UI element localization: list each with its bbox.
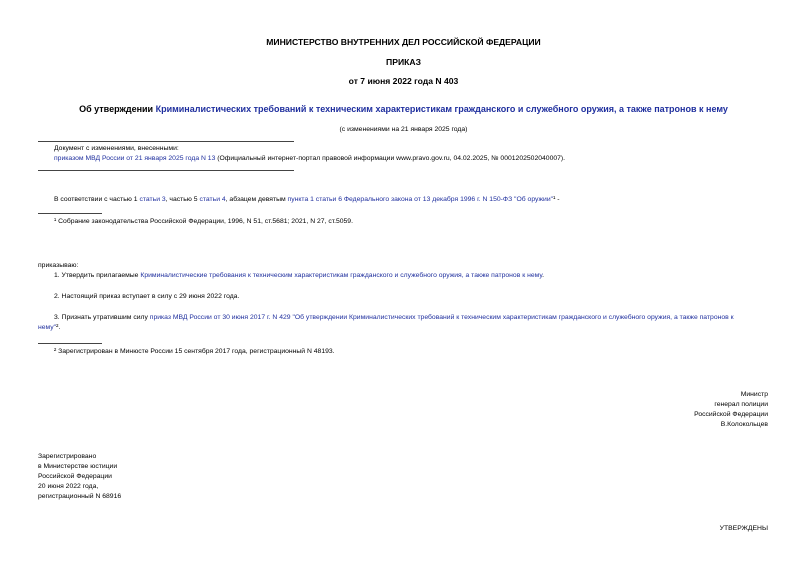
changes-top-rule <box>38 141 294 142</box>
preamble: В соответствии с частью 1 статьи 3, частью 5 статьи 4, абзацем девятым пункта 1 статьи 6 Федерального закона от 13 декабря 1996 г. N 150-ФЗ "Об оружии"¹ - <box>54 196 560 203</box>
signature-line-4: В.Колокольцев <box>720 421 768 428</box>
changes-bottom-rule <box>38 170 294 171</box>
item-3-line1: 3. Признать утратившим силу приказ МВД России от 30 июня 2017 г. N 429 "Об утверждении Криминалистических требований к техническим характеристикам гражданского и служебного оружия, а также патронов к <box>54 314 734 321</box>
item-2: 2. Настоящий приказ вступает в силу с 29 июня 2022 года. <box>54 293 240 300</box>
registration-line-3: Российской Федерации <box>38 473 112 480</box>
changes-line2 <box>54 155 565 163</box>
revision-note: (с изменениями на 21 января 2025 года) <box>339 126 468 133</box>
title-prefix: Об утверждении <box>79 104 156 114</box>
link-article-3[interactable]: статьи 3 <box>139 196 166 203</box>
registration-line-2: в Министерстве юстиции <box>38 463 118 470</box>
signature-line-1: Министр <box>740 391 768 398</box>
doc-type-heading: ПРИКАЗ <box>386 57 421 67</box>
item3-order-link[interactable]: приказ МВД России от 30 июня 2017 г. N 429 "Об утверждении Криминалистических требований к техническим характеристикам гражданского и служебного оружия, а также патронов к <box>149 314 734 321</box>
order-word: приказываю: <box>38 262 79 269</box>
footnote-ref-2: ² <box>56 324 59 331</box>
footnote1-rule <box>38 213 102 214</box>
changes-line1: Документ с изменениями, внесенными: <box>54 145 179 152</box>
link-article-4[interactable]: статьи 4 <box>199 196 226 203</box>
registration-line-4: 20 июня 2022 года, <box>38 483 99 490</box>
item-3-line2: нему"². <box>38 324 61 331</box>
document-title <box>0 104 807 115</box>
footnote2-rule <box>38 343 102 344</box>
item-1: 1. Утвердить прилагаемые Криминалистические требования к техническим характеристикам гражданского и служебного оружия, а также патронов к нему. <box>54 272 544 279</box>
approved-label: УТВЕРЖДЕНЫ <box>719 525 768 532</box>
footnote-1: ¹ Собрание законодательства Российской Федерации, 1996, N 51, ст.5681; 2021, N 27, ст.5059. <box>54 218 353 225</box>
item3-order-link-cont[interactable]: нему" <box>38 324 57 331</box>
ministry-heading: МИНИСТЕРСТВО ВНУТРЕННИХ ДЕЛ РОССИЙСКОЙ ФЕДЕРАЦИИ <box>266 37 541 47</box>
title-link[interactable]: Криминалистических требований к техническим характеристикам гражданского и служебного оружия, а также патронов к нему <box>155 104 728 114</box>
registration-line-5: регистрационный N 68916 <box>38 493 122 500</box>
footnote-2: ² Зарегистрирован в Минюсте России 15 сентября 2017 года, регистрационный N 48193. <box>54 348 335 355</box>
registration-line-1: Зарегистрировано <box>38 453 97 460</box>
signature-line-3: Российской Федерации <box>694 411 768 418</box>
changes-order-link[interactable]: приказом МВД России от 21 января 2025 года N 13 <box>54 155 216 162</box>
signature-line-2: генерал полиции <box>714 401 768 408</box>
item1-requirements-link[interactable]: Криминалистические требования к техническим характеристикам гражданского и служебного оружия, а также патронов к нему <box>140 272 543 279</box>
footnote-ref-1: ¹ <box>553 196 556 203</box>
link-federal-law[interactable]: пункта 1 статьи 6 Федерального закона от 13 декабря 1996 г. N 150-ФЗ "Об оружии" <box>287 196 554 203</box>
date-number-heading: от 7 июня 2022 года N 403 <box>348 76 459 86</box>
changes-rest: (Официальный интернет-портал правовой информации www.pravo.gov.ru, 04.02.2025, № 0001202502040007). <box>215 155 566 162</box>
